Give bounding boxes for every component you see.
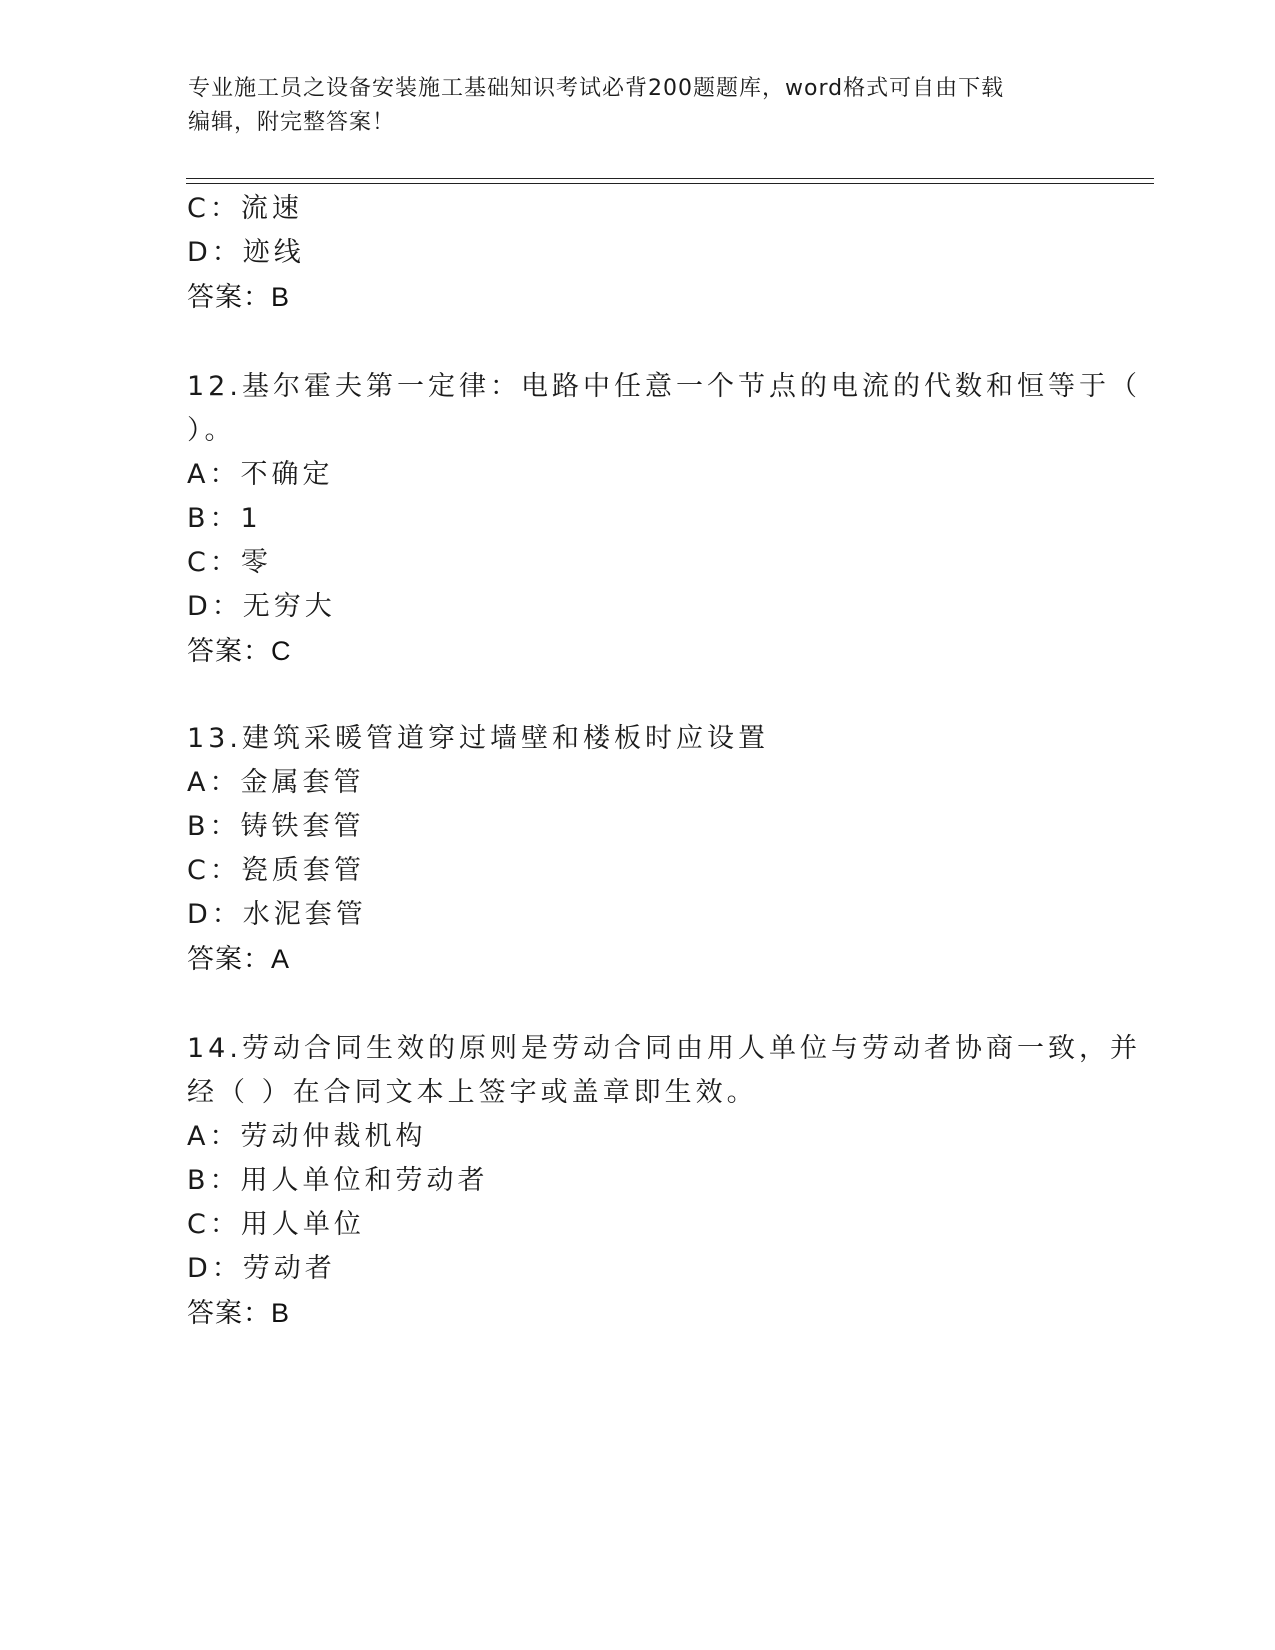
q14-option-a: A：劳动仲裁机构	[187, 1121, 427, 1152]
q12-option-c: C：零	[187, 547, 272, 578]
q11-option-c: C：流速	[187, 193, 303, 224]
q12-stem-line-1: 12.基尔霍夫第一定律：电路中任意一个节点的电流的代数和恒等于（	[187, 371, 1141, 402]
header-title-line-1: 专业施工员之设备安装施工基础知识考试必背200题题库，word格式可自由下载	[188, 76, 1005, 101]
q12-stem-line-2: ）。	[187, 415, 236, 446]
q13-stem-line-1: 13.建筑采暖管道穿过墙壁和楼板时应设置	[187, 723, 769, 754]
q13-option-d: D：水泥套管	[187, 899, 367, 930]
header-divider-top	[186, 178, 1154, 179]
q14-option-c: C：用人单位	[187, 1209, 365, 1240]
q14-answer: 答案：B	[187, 1298, 291, 1328]
q11-option-d: D：迹线	[187, 237, 305, 268]
document-header	[188, 72, 1078, 140]
q14-option-b: B：用人单位和劳动者	[187, 1165, 489, 1196]
q13-option-b: B：铸铁套管	[187, 811, 365, 842]
q12-option-b: B：1	[187, 503, 262, 534]
header-divider-bottom	[186, 183, 1154, 184]
q13-option-c: C：瓷质套管	[187, 855, 365, 886]
q14-stem-line-1: 14.劳动合同生效的原则是劳动合同由用人单位与劳动者协商一致，并	[187, 1033, 1141, 1064]
header-title-line-2: 编辑，附完整答案！	[188, 110, 396, 135]
q13-answer: 答案：A	[187, 944, 291, 974]
q13-option-a: A：金属套管	[187, 767, 365, 798]
q12-option-a: A：不确定	[187, 459, 334, 490]
q14-stem-line-2: 经（ ）在合同文本上签字或盖章即生效。	[187, 1077, 758, 1108]
q11-answer: 答案：B	[187, 282, 291, 312]
q12-answer: 答案：C	[187, 636, 292, 666]
q14-option-d: D：劳动者	[187, 1253, 336, 1284]
q12-option-d: D：无穷大	[187, 591, 336, 622]
